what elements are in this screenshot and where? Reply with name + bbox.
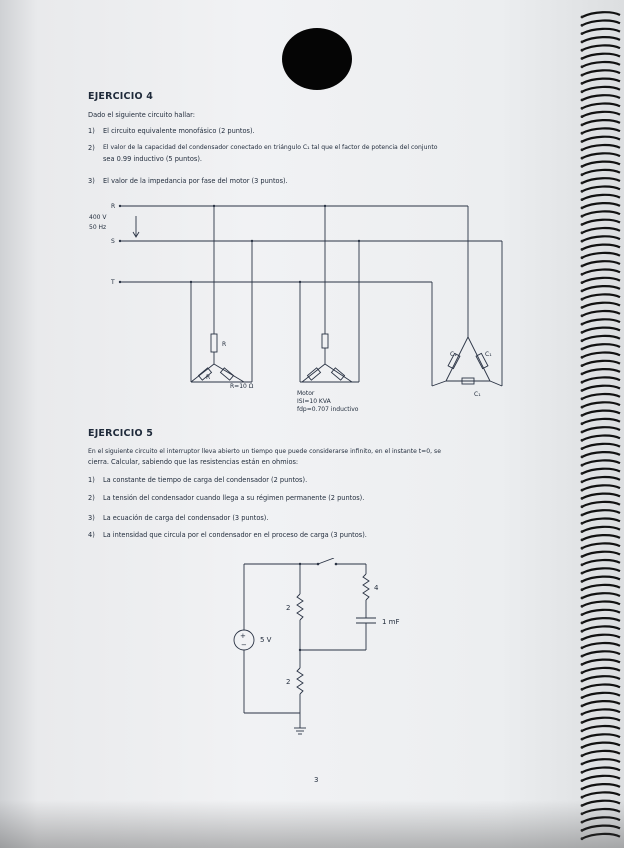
ex5-intro-2: cierra. Calcular, sabiendo que las resistencias están en ohmios: [88,458,299,466]
ex4-item-3: El valor de la impedancia por fase del motor (3 puntos). [103,177,288,185]
ex5-item-3-num: 3) [88,514,95,522]
ex4-title: EJERCICIO 4 [88,91,154,102]
voltage-label: 400 V [89,214,107,221]
rc-circuit-diagram [228,558,428,738]
spiral-binding [572,0,624,848]
ex4-item-1-num: 1) [88,127,95,135]
ex5-title: EJERCICIO 5 [88,428,154,439]
ex4-intro: Dado el siguiente circuito hallar: [88,111,195,119]
ex5-item-3: La ecuación de carga del condensador (3 puntos). [103,514,269,522]
motor-power: ISI=10 KVA [297,398,331,405]
svg-text:+: + [240,632,246,640]
load-r-label-left: R [206,374,211,381]
ex4-item-1: El circuito equivalente monofásico (2 puntos). [103,127,255,135]
resistor-bottom-label: 2 [286,678,291,686]
phase-t-label: T [111,279,115,286]
capacitor-label: 1 mF [382,618,400,626]
ex4-item-2: El valor de la capacidad del condensador conectado en triángulo C₁ tal que el factor de potencia del conjunto [103,144,438,151]
motor-pf: fdp=0.707 inductivo [297,406,359,413]
ex5-item-1-num: 1) [88,476,95,484]
source-voltage-label: 5 V [260,636,272,644]
ex5-item-2: La tensión del condensador cuando llega a su régimen permanente (2 puntos). [103,494,365,502]
three-phase-circuit-diagram [84,196,524,418]
cap-label-bottom: C₁ [474,391,481,398]
ex5-intro-1: En el siguiente circuito el interruptor lleva abierto un tiempo que puede considerarse infinito, en el instante t=0, se [88,448,441,455]
resistor-right-label: 4 [374,584,379,592]
cap-label-right: C₁ [485,351,492,358]
ex5-item-4: La intensidad que circula por el condensador en el proceso de carga (3 puntos). [103,531,367,539]
ex5-item-2-num: 2) [88,494,95,502]
phase-r-label: R [111,203,116,210]
ex5-item-4-num: 4) [88,531,95,539]
ex4-item-2-cont: sea 0.99 inductivo (5 puntos). [103,155,202,163]
frequency-label: 50 Hz [89,224,107,231]
cap-label-left: C₁ [450,351,457,358]
svg-text:−: − [241,641,247,649]
ex4-item-3-num: 3) [88,177,95,185]
ex4-item-2-num: 2) [88,144,95,152]
load-r-value: R=10 Ω [230,383,254,390]
motor-label: Motor [297,390,315,397]
page-number: 3 [314,776,319,784]
page-shadow [0,800,624,848]
load-r-label-top: R [222,341,227,348]
ex5-item-1: La constante de tiempo de carga del condensador (2 puntos). [103,476,308,484]
phase-s-label: S [111,238,115,245]
punch-hole [282,28,352,90]
resistor-top-label: 2 [286,604,291,612]
